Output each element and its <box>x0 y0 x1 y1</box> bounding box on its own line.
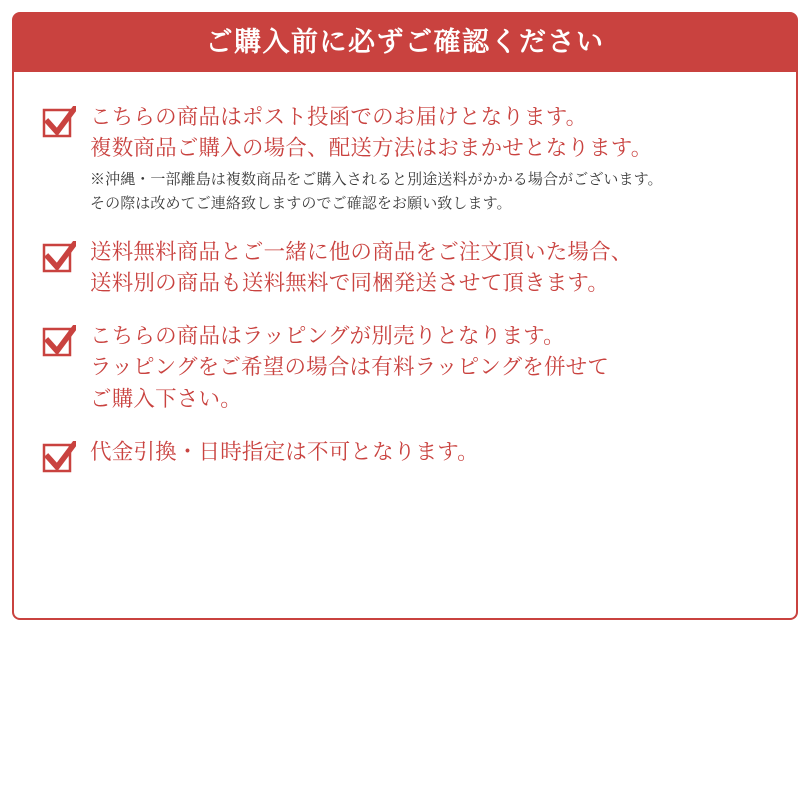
notice-line: こちらの商品はラッピングが別売りとなります。 <box>90 324 565 349</box>
notice-list <box>42 102 768 475</box>
notice-subline: その際は改めてご連絡致しますのでご確認をお願い致します。 <box>90 194 512 212</box>
check-icon <box>42 106 76 140</box>
notice-text-block <box>90 321 768 415</box>
check-icon <box>42 325 76 359</box>
check-icon <box>42 241 76 275</box>
notice-text-block <box>90 237 768 299</box>
list-item <box>42 102 768 215</box>
notice-subtext-block <box>90 168 768 215</box>
notice-line: 送料無料商品とご一緒に他の商品をご注文頂いた場合、 <box>90 239 633 264</box>
notice-line: ラッピングをご希望の場合は有料ラッピングを併せて <box>90 355 610 380</box>
notice-line: 送料別の商品も送料無料で同梱発送させて頂きます。 <box>90 271 610 296</box>
header-banner <box>12 12 798 72</box>
notice-line: 複数商品ご購入の場合、配送方法はおまかせとなります。 <box>90 136 653 161</box>
list-item <box>42 237 768 299</box>
notice-subline: ※沖縄・一部離島は複数商品をご購入されると別途送料がかかる場合がございます。 <box>90 171 663 189</box>
notice-line: こちらの商品はポスト投函でのお届けとなります。 <box>90 105 588 129</box>
notice-line: ご購入下さい。 <box>90 386 242 411</box>
notice-text-block <box>90 102 768 215</box>
page-title: ご購入前に必ずご確認ください <box>205 26 605 57</box>
notice-line: 代金引換・日時指定は不可となります。 <box>90 439 479 464</box>
notice-card <box>12 72 798 620</box>
notice-text-block <box>90 437 768 468</box>
check-icon <box>42 441 76 475</box>
list-item <box>42 437 768 475</box>
list-item <box>42 321 768 415</box>
